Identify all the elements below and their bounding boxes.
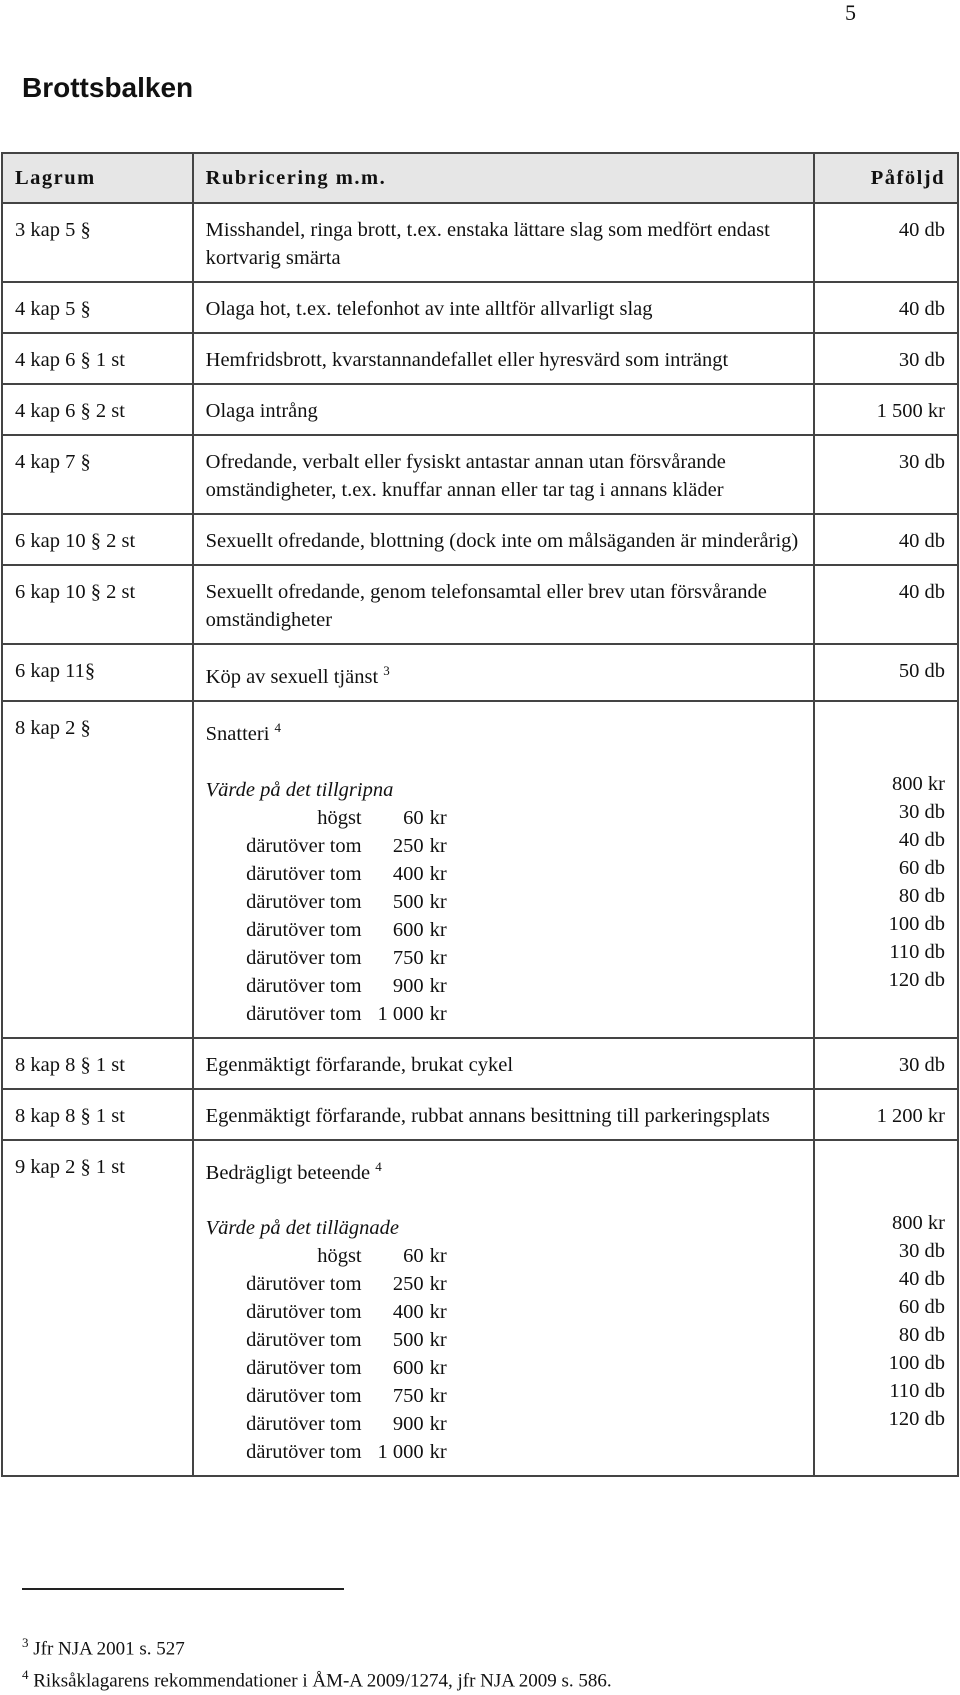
cell-lagrum: 3 kap 5 §: [2, 203, 193, 282]
step-penalty: 800 kr: [892, 1211, 945, 1234]
value-step: [206, 1000, 802, 1028]
table-row: [2, 1038, 958, 1089]
step-unit: kr: [429, 862, 447, 885]
step-label: därutöver tom: [246, 890, 362, 913]
step-penalty: 120 db: [888, 968, 945, 991]
step-label: högst: [317, 1245, 362, 1268]
step-label: därutöver tom: [246, 1002, 362, 1025]
cell-paafoljd: 30 db: [814, 1038, 958, 1089]
header-lagrum: Lagrum: [2, 153, 193, 203]
step-unit: kr: [429, 1301, 447, 1324]
rubricering-text: Köp av sexuell tjänst: [205, 665, 379, 688]
step-penalty: 30 db: [898, 1239, 945, 1262]
rubricering-text: Hemfridsbrott, kvarstannandefallet eller hyresvärd som inträngt: [205, 349, 729, 371]
cell-lagrum: 9 kap 2 § 1 st: [2, 1140, 193, 1477]
cell-rubricering: [193, 644, 815, 701]
value-step: [206, 944, 802, 972]
rubricering-heading: [206, 714, 802, 748]
step-label: därutöver tom: [246, 1273, 362, 1296]
table-row: [2, 1089, 958, 1140]
footnotes: [22, 1630, 612, 1695]
step-label: därutöver tom: [246, 862, 362, 885]
cell-rubricering: [193, 333, 815, 384]
footnote-text: Jfr NJA 2001 s. 527: [33, 1638, 185, 1660]
cell-rubricering: [193, 1038, 815, 1089]
value-step: [206, 1326, 802, 1354]
rubricering-text: Snatteri: [205, 722, 270, 745]
table-header-row: [2, 153, 958, 203]
step-penalty: 100 db: [888, 1351, 945, 1374]
step-amount: 400: [392, 862, 424, 885]
cell-rubricering: [193, 435, 815, 514]
cell-lagrum: 4 kap 7 §: [2, 435, 193, 514]
value-step: [206, 1242, 802, 1270]
step-penalty: 60 db: [898, 1295, 945, 1318]
cell-lagrum: 4 kap 6 § 2 st: [2, 384, 193, 435]
step-amount: 60: [403, 1245, 424, 1268]
footnote-mark: 4: [22, 1667, 29, 1683]
step-penalty: 40 db: [898, 828, 945, 851]
value-heading: Värde på det tillgripna: [205, 778, 394, 801]
value-heading: Värde på det tillägnade: [205, 1217, 400, 1240]
cell-rubricering: [193, 565, 815, 644]
step-label: därutöver tom: [246, 1413, 362, 1436]
rubricering-text: Bedrägligt beteende: [205, 1161, 371, 1184]
step-amount: 60: [403, 806, 424, 829]
rubricering-text: Sexuellt ofredande, genom telefonsamtal eller brev utan försvårande omständigheter: [205, 581, 767, 631]
step-amount: 250: [392, 834, 424, 857]
table-row: [2, 333, 958, 384]
step-label: därutöver tom: [246, 946, 362, 969]
step-unit: kr: [429, 1441, 447, 1464]
cell-paafoljd: 40 db: [814, 565, 958, 644]
value-step: [206, 860, 802, 888]
step-penalty: 100 db: [888, 912, 945, 935]
step-label: högst: [317, 806, 362, 829]
rubricering-text: Sexuellt ofredande, blottning (dock inte om målsäganden är minderårig): [205, 530, 799, 552]
step-amount: 250: [392, 1273, 424, 1296]
footnote-ref: 4: [375, 1158, 382, 1174]
cell-rubricering: [193, 1089, 815, 1140]
step-amount: 500: [392, 890, 424, 913]
footnote-text: Riksåklagarens rekommendationer i ÅM-A 2009/1274, jfr NJA 2009 s. 586.: [33, 1670, 612, 1692]
step-unit: kr: [429, 834, 447, 857]
value-step: [206, 916, 802, 944]
step-unit: kr: [429, 918, 447, 941]
step-label: därutöver tom: [246, 1385, 362, 1408]
footnote-divider: [22, 1588, 344, 1590]
rubricering-text: Egenmäktigt förfarande, brukat cykel: [205, 1053, 514, 1076]
penalty-list: [827, 770, 945, 994]
step-penalty: 40 db: [898, 1267, 945, 1290]
footnote: [22, 1662, 612, 1694]
value-step: [206, 888, 802, 916]
step-amount: 750: [392, 1385, 424, 1408]
cell-paafoljd: 40 db: [814, 514, 958, 565]
value-step: [206, 1438, 802, 1466]
rubricering-text: Egenmäktigt förfarande, rubbat annans besittning till parkeringsplats: [205, 1104, 770, 1127]
footnote-mark: 3: [22, 1635, 29, 1650]
step-unit: kr: [429, 1245, 447, 1268]
step-amount: 500: [392, 1329, 424, 1352]
table-row: [2, 644, 958, 701]
step-unit: kr: [429, 1385, 447, 1408]
step-penalty: 80 db: [898, 1323, 945, 1346]
value-step: [206, 1382, 802, 1410]
step-label: därutöver tom: [246, 1329, 362, 1352]
step-label: därutöver tom: [246, 834, 362, 857]
step-amount: 1 000: [377, 1441, 424, 1464]
cell-rubricering: [193, 282, 815, 333]
cell-paafoljd: 30 db: [814, 435, 958, 514]
step-unit: kr: [429, 1002, 447, 1025]
cell-rubricering: [193, 384, 815, 435]
step-amount: 600: [392, 1357, 424, 1380]
table-row: [2, 565, 958, 644]
page-number: 5: [845, 0, 856, 25]
cell-lagrum: 4 kap 6 § 1 st: [2, 333, 193, 384]
cell-lagrum: 4 kap 5 §: [2, 282, 193, 333]
step-amount: 900: [392, 974, 424, 997]
cell-lagrum: 6 kap 10 § 2 st: [2, 514, 193, 565]
step-amount: 900: [392, 1413, 424, 1436]
step-amount: 400: [392, 1301, 424, 1324]
cell-lagrum: 6 kap 11§: [2, 644, 193, 701]
cell-lagrum: 8 kap 8 § 1 st: [2, 1038, 193, 1089]
table-body: [2, 203, 958, 1476]
cell-paafoljd: 1 200 kr: [814, 1089, 958, 1140]
step-label: därutöver tom: [246, 918, 362, 941]
cell-lagrum: 8 kap 2 §: [2, 701, 193, 1038]
step-amount: 600: [392, 918, 424, 941]
table-row: [2, 282, 958, 333]
footnote: [22, 1630, 612, 1662]
value-step: [206, 1270, 802, 1298]
rubricering-text: Olaga intrång: [205, 400, 318, 422]
step-penalty: 110 db: [889, 1379, 945, 1402]
step-label: därutöver tom: [246, 1301, 362, 1324]
value-step: [206, 1410, 802, 1438]
step-unit: kr: [429, 806, 447, 829]
rubricering-heading: [206, 1153, 802, 1187]
rubricering-text: Olaga hot, t.ex. telefonhot av inte alltför allvarligt slag: [205, 298, 653, 320]
table-row: [2, 384, 958, 435]
step-penalty: 800 kr: [892, 772, 945, 795]
rubricering-text: Misshandel, ringa brott, t.ex. enstaka lättare slag som medfört endast kortvarig smärta: [205, 219, 770, 269]
table-row: [2, 701, 958, 1038]
footnote-ref: 4: [274, 719, 282, 735]
table-row: [2, 1140, 958, 1477]
step-label: därutöver tom: [246, 974, 362, 997]
step-unit: kr: [429, 974, 447, 997]
cell-lagrum: 6 kap 10 § 2 st: [2, 565, 193, 644]
step-unit: kr: [429, 890, 447, 913]
value-step: [206, 832, 802, 860]
step-unit: kr: [429, 1413, 447, 1436]
cell-paafoljd: 40 db: [814, 203, 958, 282]
cell-paafoljd: [814, 701, 958, 1038]
cell-paafoljd: 1 500 kr: [814, 384, 958, 435]
cell-paafoljd: 40 db: [814, 282, 958, 333]
step-unit: kr: [429, 1273, 447, 1296]
step-unit: kr: [429, 1329, 447, 1352]
step-penalty: 80 db: [898, 884, 945, 907]
penalty-list: [827, 1209, 945, 1433]
rubricering-text: Ofredande, verbalt eller fysiskt antastar annan utan försvårande omständigheter, t.ex. knuffar annan eller tar tag i annans kläder: [205, 451, 726, 501]
cell-paafoljd: [814, 1140, 958, 1477]
cell-rubricering: [193, 514, 815, 565]
step-amount: 1 000: [377, 1002, 424, 1025]
cell-paafoljd: 30 db: [814, 333, 958, 384]
header-rubricering: Rubricering m.m.: [193, 153, 815, 203]
header-paafoljd: Påföljd: [814, 153, 958, 203]
value-step: [206, 1298, 802, 1326]
page-heading: Brottsbalken: [22, 72, 194, 103]
value-step: [206, 972, 802, 1000]
step-label: därutöver tom: [246, 1441, 362, 1464]
cell-lagrum: 8 kap 8 § 1 st: [2, 1089, 193, 1140]
penalty-table: [1, 152, 959, 1477]
cell-rubricering: [193, 1140, 815, 1477]
step-penalty: 120 db: [888, 1407, 945, 1430]
step-unit: kr: [429, 946, 447, 969]
cell-rubricering: [193, 203, 815, 282]
table-row: [2, 514, 958, 565]
step-unit: kr: [429, 1357, 447, 1380]
value-step: [206, 1354, 802, 1382]
cell-paafoljd: 50 db: [814, 644, 958, 701]
step-penalty: 30 db: [898, 800, 945, 823]
footnote-ref: 3: [383, 663, 390, 678]
step-amount: 750: [392, 946, 424, 969]
value-step: [206, 804, 802, 832]
table-row: [2, 435, 958, 514]
table-row: [2, 203, 958, 282]
step-penalty: 110 db: [889, 940, 945, 963]
step-penalty: 60 db: [898, 856, 945, 879]
step-label: därutöver tom: [246, 1357, 362, 1380]
cell-rubricering: [193, 701, 815, 1038]
